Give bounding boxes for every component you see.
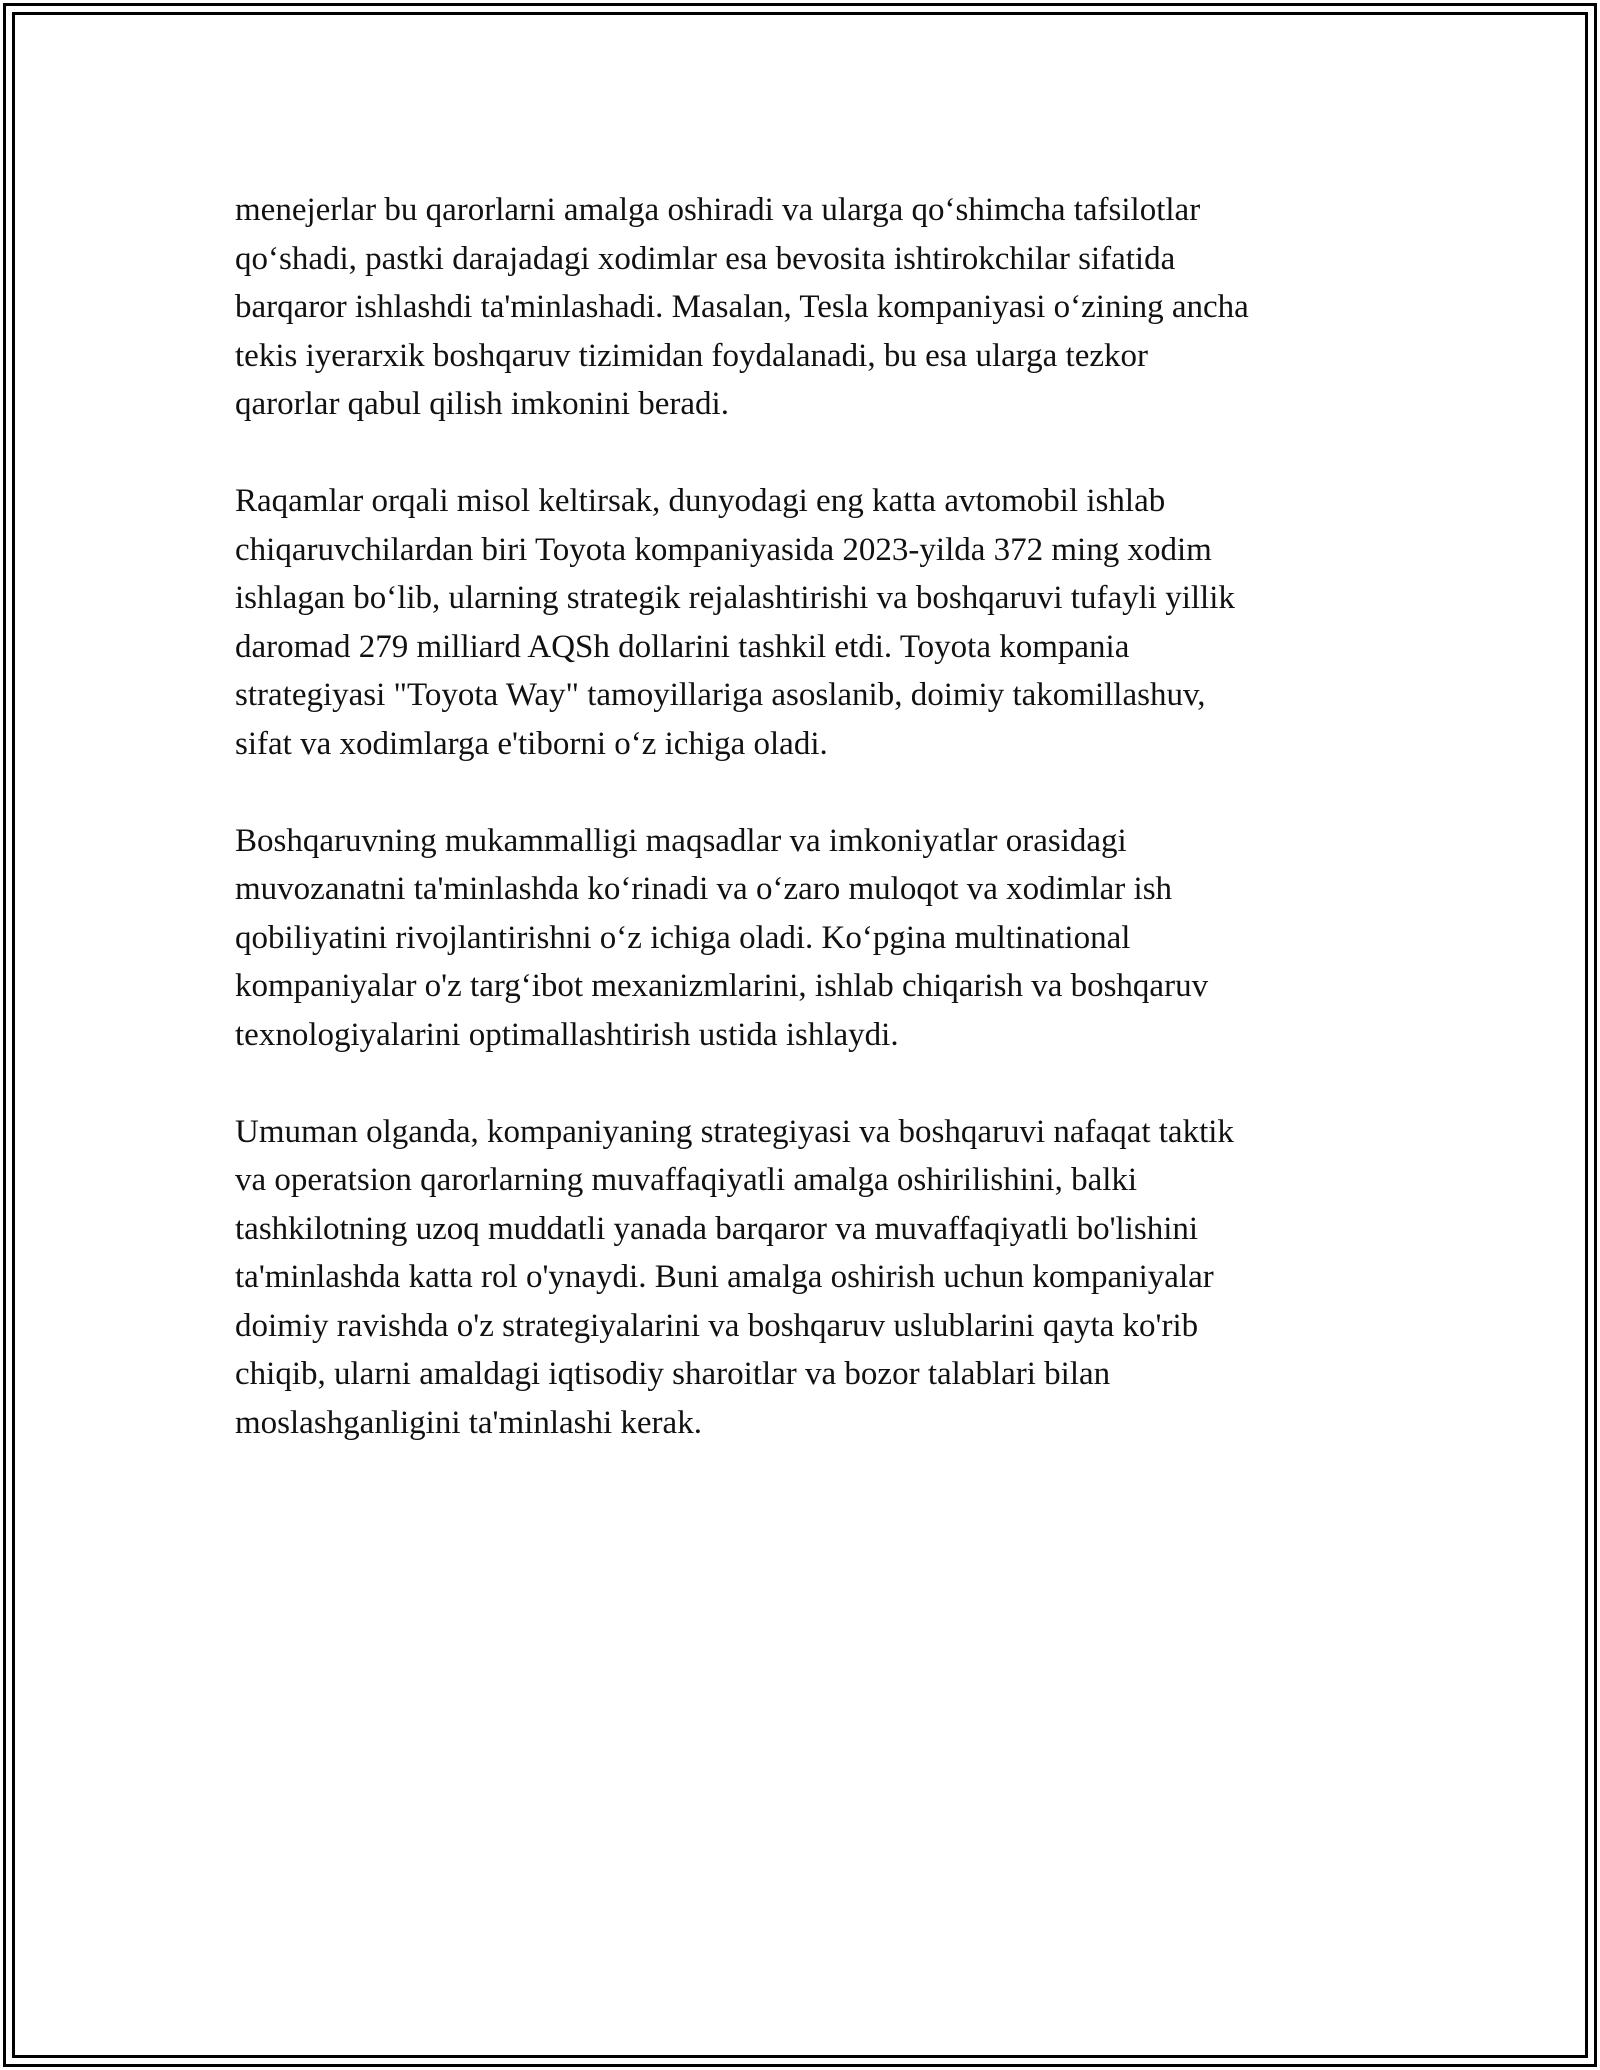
text-line: menejerlar bu qarorlarni amalga oshiradi va ularga qo‘shimcha tafsilotlar (235, 192, 1201, 228)
text-line: texnologiyalarini optimallashtirish ustida ishlaydi. (235, 1016, 899, 1053)
text-line: chiqaruvchilardan biri Toyota kompaniyasida 2023-yilda 372 ming xodim (235, 531, 1212, 568)
paragraph (235, 1108, 1415, 1448)
text-line: Umuman olganda, kompaniyaning strategiyasi va boshqaruvi nafaqat taktik (235, 1113, 1234, 1150)
text-line: tekis iyerarxik boshqaruv tizimidan foydalanadi, bu esa ularga tezkor (235, 337, 1149, 374)
text-line: Raqamlar orqali misol keltirsak, dunyodagi eng katta avtomobil ishlab (235, 483, 1166, 519)
text-line: strategiyasi "Toyota Way" tamoyillariga asoslanib, doimiy takomillashuv, (235, 677, 1206, 713)
document-body (235, 186, 1415, 1496)
text-line: chiqib, ularni amaldagi iqtisodiy sharoitlar va bozor talablari bilan (235, 1356, 1111, 1392)
paragraph (235, 817, 1415, 1060)
text-line: qobiliyatini rivojlantirishni o‘z ichiga oladi. Ko‘pgina multinational (235, 919, 1131, 956)
text-line: doimiy ravishda o'z strategiyalarini va boshqaruv uslublarini qayta ko'rib (235, 1307, 1199, 1344)
text-line: daromad 279 milliard AQSh dollarini tashkil etdi. Toyota kompania (235, 628, 1130, 665)
text-line: sifat va xodimlarga e'tiborni o‘z ichiga oladi. (235, 725, 828, 762)
text-line: barqaror ishlashdi ta'minlashadi. Masalan, Tesla kompaniyasi o‘zining ancha (235, 289, 1249, 325)
text-line: Boshqaruvning mukammalligi maqsadlar va imkoniyatlar orasidagi (235, 822, 1127, 859)
text-line: ta'minlashda katta rol o'ynaydi. Buni amalga oshirish uchun kompaniyalar (235, 1259, 1214, 1295)
paragraph (235, 477, 1415, 768)
text-line: tashkilotning uzoq muddatli yanada barqaror va muvaffaqiyatli bo'lishini (235, 1210, 1199, 1247)
text-line: va operatsion qarorlarning muvaffaqiyatli amalga oshirilishini, balki (235, 1162, 1138, 1198)
text-line: kompaniyalar o'z targ‘ibot mexanizmlarini, ishlab chiqarish va boshqaruv (235, 968, 1209, 1004)
text-line: moslashganligini ta'minlashi kerak. (235, 1404, 702, 1441)
paragraph (235, 186, 1415, 429)
text-line: muvozanatni ta'minlashda ko‘rinadi va o‘zaro muloqot va xodimlar ish (235, 871, 1173, 907)
text-line: qo‘shadi, pastki darajadagi xodimlar esa bevosita ishtirokchilar sifatida (235, 240, 1176, 277)
text-line: ishlagan bo‘lib, ularning strategik rejalashtirishi va boshqaruvi tufayli yillik (235, 580, 1235, 616)
text-line: qarorlar qabul qilish imkonini beradi. (235, 386, 729, 422)
